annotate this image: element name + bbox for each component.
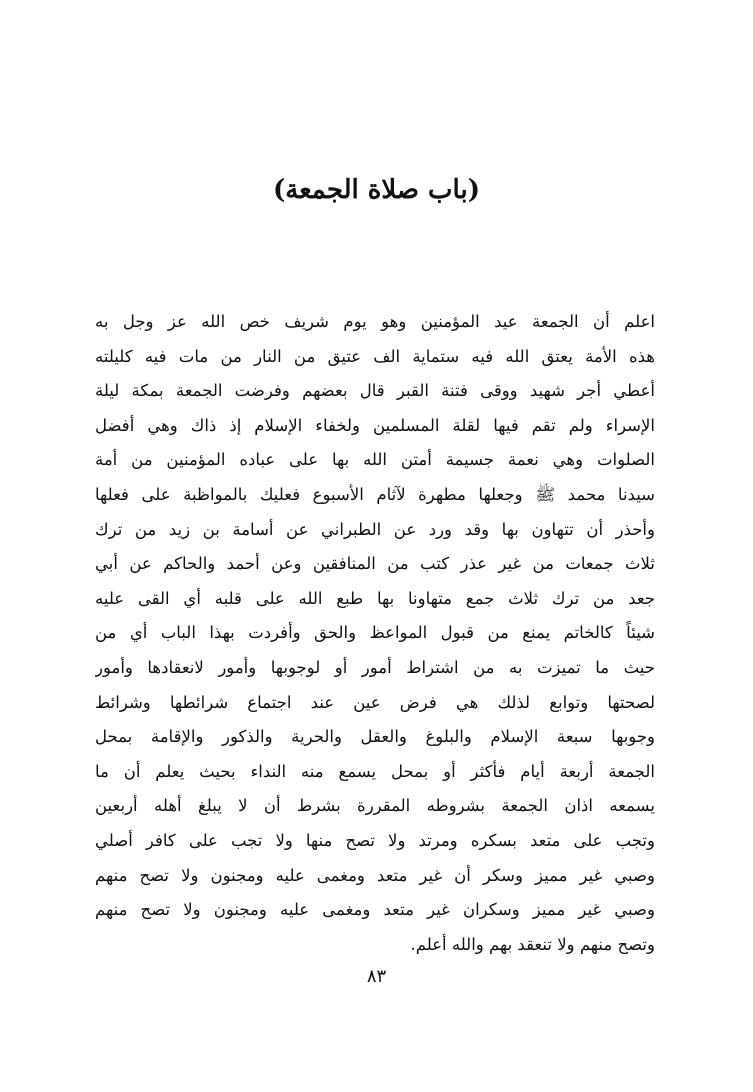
text-line: حيث ما تميزت به من اشتراط أمور أو لوجوبها وأمور لانعقادها وأمور xyxy=(95,657,655,677)
text-line: الصلوات وهي نعمة جسيمة أمتن الله بها على عباده المؤمنين من أمة xyxy=(95,450,655,470)
text-line: اعلم أن الجمعة عيد المؤمنين وهو يوم شريف خص الله عز وجل به xyxy=(95,312,655,331)
text-line: يسمعه اذان الجمعة بشروطه المقررة بشرط أن لا يبلغ أهله أربعين xyxy=(95,796,655,816)
text-line: لصحتها وتوابع لذلك هي فرض عين عند اجتماع شرائطها وشرائط xyxy=(95,692,655,712)
text-line: أعطي أجر شهيد ووقى فتنة القبر قال بعضهم وفرضت الجمعة بمكة ليلة xyxy=(95,381,655,401)
chapter-title: (باب صلاة الجمعة) xyxy=(273,175,480,205)
text-line: ثلاث جمعات من غير عذر كتب من المنافقين وعن أحمد والحاكم عن أبي xyxy=(95,554,655,574)
text-line-last: وتصح منهم ولا تنعقد بهم والله أعلم. xyxy=(410,934,655,954)
text-line: وأحذر أن تتهاون بها وقد ورد عن الطبراني عن أسامة بن زيد من ترك xyxy=(95,519,655,539)
text-line: وصبي غير مميز وسكران غير متعد ومغمى عليه ومجنون ولا تصح منهم xyxy=(95,900,655,920)
page-number: ٨٣ xyxy=(366,966,387,987)
text-line: سيدنا محمد ﷺ وجعلها مطهرة لآثام الأسبوع فعليك بالمواظبة على فعلها xyxy=(95,484,655,504)
body-text xyxy=(95,305,655,962)
text-line: وجوبها سبعة الإسلام والبلوغ والعقل والحرية والذكور والإقامة بمحل xyxy=(95,727,655,747)
text-line: وصبي غير مميز وسكر أن غير متعد ومغمى عليه ومجنون ولا تصح منهم xyxy=(95,865,655,885)
text-line: الجمعة أربعة أيام فأكثر أو بمحل يسمع منه النداء بحيث يعلم أن ما xyxy=(95,761,655,781)
text-line: الإسراء ولم تقم فيها لقلة المسلمين ولخفاء الإسلام إذ ذاك وهي أفضل xyxy=(95,415,655,435)
text-line: هذه الأمة يعتق الله فيه ستماية الف عتيق من النار من مات فيه كليلته xyxy=(95,346,655,366)
text-line: جعد من ترك ثلاث جمع متهاونا بها طبع الله على قلبه أي القى عليه xyxy=(95,588,655,608)
text-line: شيئاً كالخاتم يمنع من قبول المواعظ والحق وأفردت بهذا الباب أي من xyxy=(95,623,655,643)
text-line: وتجب على متعد بسكره ومرتد ولا تصح منها ولا تجب على كافر أصلي xyxy=(95,830,655,850)
